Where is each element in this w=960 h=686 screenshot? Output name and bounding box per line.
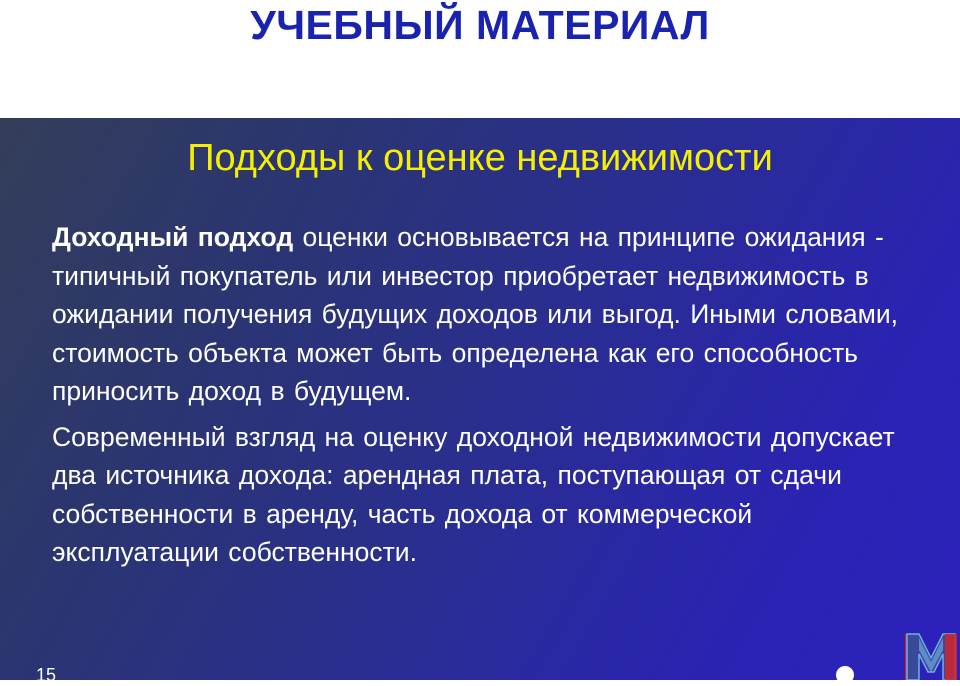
paragraph-bold-term: Доходный подход — [52, 222, 294, 252]
slide-panel — [0, 118, 960, 685]
paragraph-text: оценки основывается на принципе ожидания - типичный покупатель или инвестор приобретает недвижимость в ожидании получения будущих доходов или выгод. Иными словами, стоимость объекта может быть определена как его способность приносить доход в будущем. — [52, 222, 898, 406]
paragraph-income-approach — [52, 218, 912, 411]
page-number: 15 — [36, 665, 57, 685]
header-title: УЧЕБНЫЙ МАТЕРИАЛ — [250, 2, 710, 48]
dot-icon — [836, 666, 854, 684]
slide-body — [52, 218, 912, 579]
paragraph-income-sources: Современный взгляд на оценку доходной недвижимости допускает два источника дохода: арендная плата, поступающая от сдачи собственности в аренду, часть дохода от коммерческой эксплуатации собственности. — [52, 421, 895, 567]
slide-title: Подходы к оценке недвижимости — [187, 137, 773, 179]
header-banner — [0, 0, 960, 118]
m-logo-icon — [905, 632, 957, 680]
